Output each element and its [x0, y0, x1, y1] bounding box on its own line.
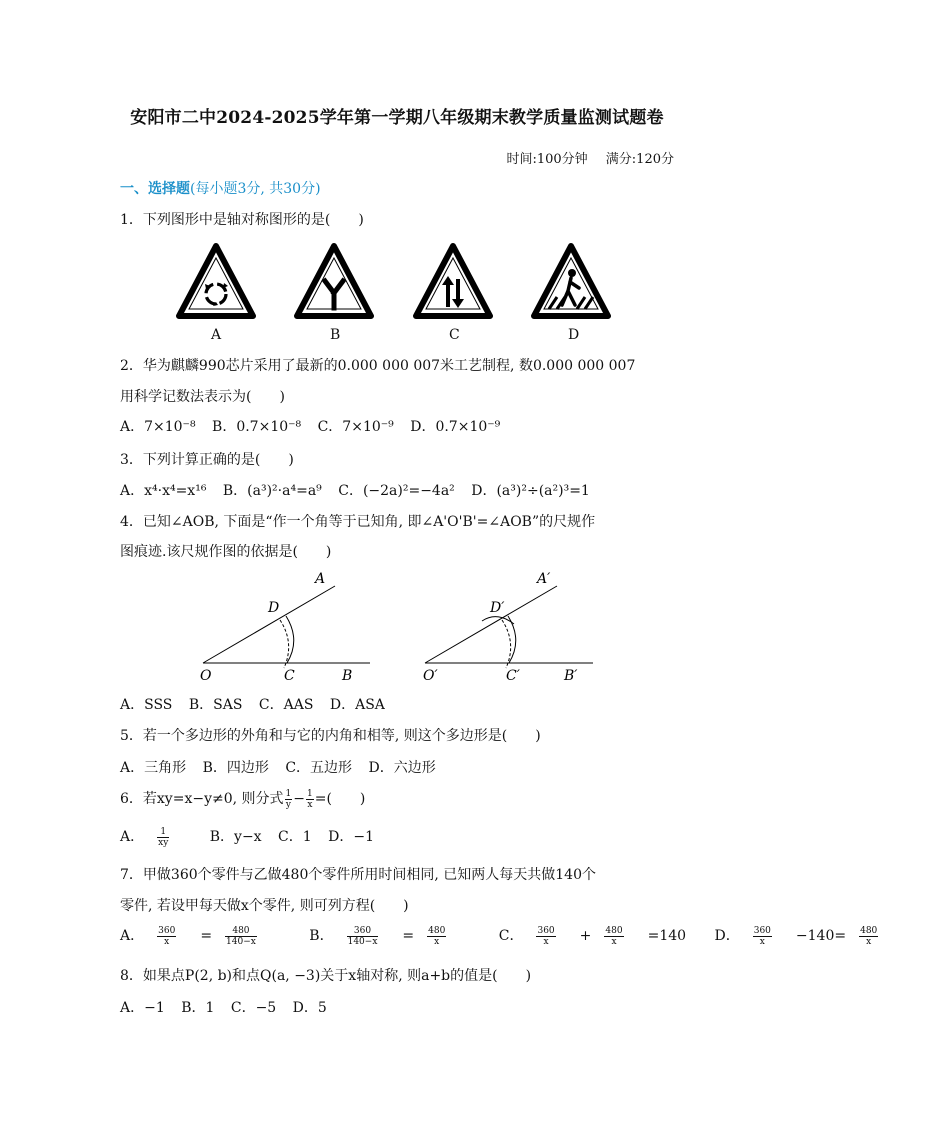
q8-stem: 8．如果点P(2, b)和点Q(a, −3)关于x轴对称, 则a+b的值是( ) [120, 968, 532, 984]
time-limit: 时间:100分钟 [506, 152, 588, 167]
q7-stem-line1: 7．甲做360个零件与乙做480个零件所用时间相同, 已知两人每天共做140个 [120, 867, 596, 883]
q6-option-a-prefix: A． [120, 829, 145, 845]
q5-options [120, 757, 448, 777]
q8-option-b: B．1 [181, 1000, 215, 1016]
q8-option-d: D．5 [292, 1000, 327, 1016]
q7-b-op: = [402, 928, 415, 944]
exam-meta [492, 148, 674, 167]
q7-a-right-frac [225, 926, 269, 947]
q2-options [120, 416, 512, 436]
q1-sign-labels [170, 327, 620, 345]
q7-c-label: C． [498, 928, 524, 944]
q3-stem: 3．下列计算正确的是( ) [120, 452, 294, 468]
q5-option-b: B．四边形 [202, 760, 269, 776]
q6-frac2-den: x [307, 799, 313, 810]
label-c-prime: C′ [506, 668, 520, 684]
q7-a-l-den: x [164, 936, 170, 947]
label-d-prime: D′ [490, 600, 505, 616]
q5-option-d: D．六边形 [368, 760, 436, 776]
q4-options [120, 694, 397, 714]
q6-stem [120, 788, 365, 810]
q6-option-d: D．−1 [328, 829, 374, 845]
q7-d-op: −140= [795, 928, 847, 944]
q7-c-tail: =140 [647, 928, 687, 944]
q7-b-l-num: 360 [347, 926, 379, 937]
q7-option-c [498, 925, 698, 947]
q7-d-l-den: x [759, 936, 765, 947]
q7-b-label: B． [309, 928, 334, 944]
q7-c-op: + [579, 928, 592, 944]
q4-option-d: D．ASA [329, 697, 385, 713]
q4-option-b: B．SAS [188, 697, 243, 713]
q7-a-r-den: 140−x [226, 936, 256, 947]
q7-stem-line2: 零件, 若设甲每天做x个零件, 则可列方程( ) [120, 898, 409, 914]
q8-options [120, 997, 339, 1017]
q8-option-c: C．−5 [230, 1000, 277, 1016]
q3-option-c: C．(−2a)²=−4a² [338, 483, 455, 499]
angle-a-prime-o-prime-b-prime-figure [423, 571, 593, 684]
q2-option-d: D．0.7×10⁻⁹ [410, 419, 501, 435]
q6-minus: − [293, 791, 305, 807]
q3-option-a: A．x⁴·x⁴=x¹⁶ [120, 483, 207, 499]
q7-d-right-frac [859, 926, 890, 947]
q5-option-c: C．五边形 [285, 760, 353, 776]
q2-stem-line1: 2．华为麒麟990芯片采用了最新的0.000 000 007米工艺制程, 数0.000 000 007 [120, 358, 636, 374]
q7-d-r-num: 480 [860, 925, 878, 936]
q4-construction-figure [195, 568, 635, 688]
q6-frac2-num: 1 [306, 788, 313, 799]
q7-c-left-frac [536, 926, 567, 947]
q4-stem-line2: 图痕迹.该尺规作图的依据是( ) [120, 544, 332, 560]
q7-c-l-num: 360 [537, 925, 555, 936]
q7-c-r-num: 480 [605, 925, 623, 936]
section-heading [120, 178, 321, 198]
q6-opt-a-den: xy [158, 837, 169, 848]
q7-a-left-frac [157, 926, 188, 947]
label-d: D [268, 600, 280, 616]
q4-option-c: C．AAS [258, 697, 314, 713]
q2-option-a: A．7×10⁻⁸ [120, 419, 196, 435]
angle-aob-figure [200, 571, 370, 684]
roundabout-sign-icon [179, 246, 253, 316]
q1-label-a: A [211, 327, 222, 343]
q7-b-right-frac [427, 926, 458, 947]
q7-d-l-num: 360 [753, 925, 771, 936]
q6-opt-a-num: 1 [157, 827, 169, 838]
q7-b-r-num: 480 [428, 925, 446, 936]
q2-stem-line2: 用科学记数法表示为( ) [120, 389, 285, 405]
label-a-prime: A′ [537, 571, 551, 587]
label-a: A [315, 571, 326, 587]
full-score: 满分:120分 [605, 152, 674, 167]
q6-option-b: B．y−x [209, 829, 262, 845]
q2-option-c: C．7×10⁻⁹ [317, 419, 394, 435]
section-label: 一、选择题 [120, 181, 190, 197]
two-way-traffic-sign-icon [416, 246, 490, 316]
q8-option-a: A．−1 [120, 1000, 165, 1016]
q6-options [120, 826, 386, 848]
q7-c-right-frac [604, 926, 635, 947]
q7-a-op: = [200, 928, 213, 944]
q7-d-left-frac [753, 926, 784, 947]
q4-stem-line1: 4．已知∠AOB, 下面是“作一个角等于已知角, 即∠A'O'B'=∠AOB”的尺规作 [120, 514, 596, 530]
q7-a-l-num: 360 [158, 925, 176, 936]
q7-d-label: D． [714, 928, 740, 944]
q6-option-a-fraction [157, 827, 181, 848]
q7-d-r-den: x [866, 936, 872, 947]
q7-option-a [120, 925, 293, 947]
q6-fraction-1-over-y [285, 789, 293, 810]
q7-c-r-den: x [611, 936, 617, 947]
pedestrian-crossing-sign-icon [534, 246, 608, 316]
q6-frac1-den: y [285, 799, 291, 810]
label-b-prime: B′ [564, 668, 578, 684]
q7-a-r-num: 480 [225, 926, 257, 937]
q1-label-d: D [568, 327, 580, 343]
q1-label-b: B [330, 327, 341, 343]
q6-frac1-num: 1 [285, 788, 292, 799]
label-b: B [342, 668, 353, 684]
q3-options [120, 480, 602, 500]
q1-stem: 1．下列图形中是轴对称图形的是( ) [120, 212, 364, 228]
q3-option-b: B．(a³)²·a⁴=a⁹ [222, 483, 322, 499]
q7-option-b [309, 925, 482, 947]
q5-option-a: A．三角形 [120, 760, 187, 776]
exam-title: 安阳市二中2024-2025学年第一学期八年级期末教学质量监测试题卷 [130, 108, 664, 128]
label-o: O [200, 668, 212, 684]
y-junction-sign-icon [297, 246, 371, 316]
q6-option-c: C．1 [278, 829, 312, 845]
label-o-prime: O′ [423, 668, 438, 684]
q5-stem: 5．若一个多边形的外角和与它的内角和相等, 则这个多边形是( ) [120, 728, 541, 744]
q2-option-b: B．0.7×10⁻⁸ [212, 419, 302, 435]
label-c: C [284, 668, 295, 684]
q6-option-a [120, 826, 193, 848]
q7-a-label: A． [120, 928, 145, 944]
q7-b-r-den: x [434, 936, 440, 947]
q3-option-d: D．(a³)²÷(a²)³=1 [471, 483, 590, 499]
q6-stem-tail: =( ) [314, 791, 366, 807]
q7-b-left-frac [347, 926, 391, 947]
q7-option-d [714, 925, 915, 947]
q6-fraction-1-over-x [306, 789, 314, 810]
q6-stem-text: 6．若xy=x−y≠0, 则分式 [120, 791, 284, 807]
q7-options [120, 925, 926, 947]
q7-b-l-den: 140−x [347, 936, 378, 947]
q7-c-l-den: x [543, 936, 549, 947]
section-note: (每小题3分, 共30分) [190, 181, 321, 197]
q1-label-c: C [449, 327, 460, 343]
q4-option-a: A．SSS [120, 697, 173, 713]
